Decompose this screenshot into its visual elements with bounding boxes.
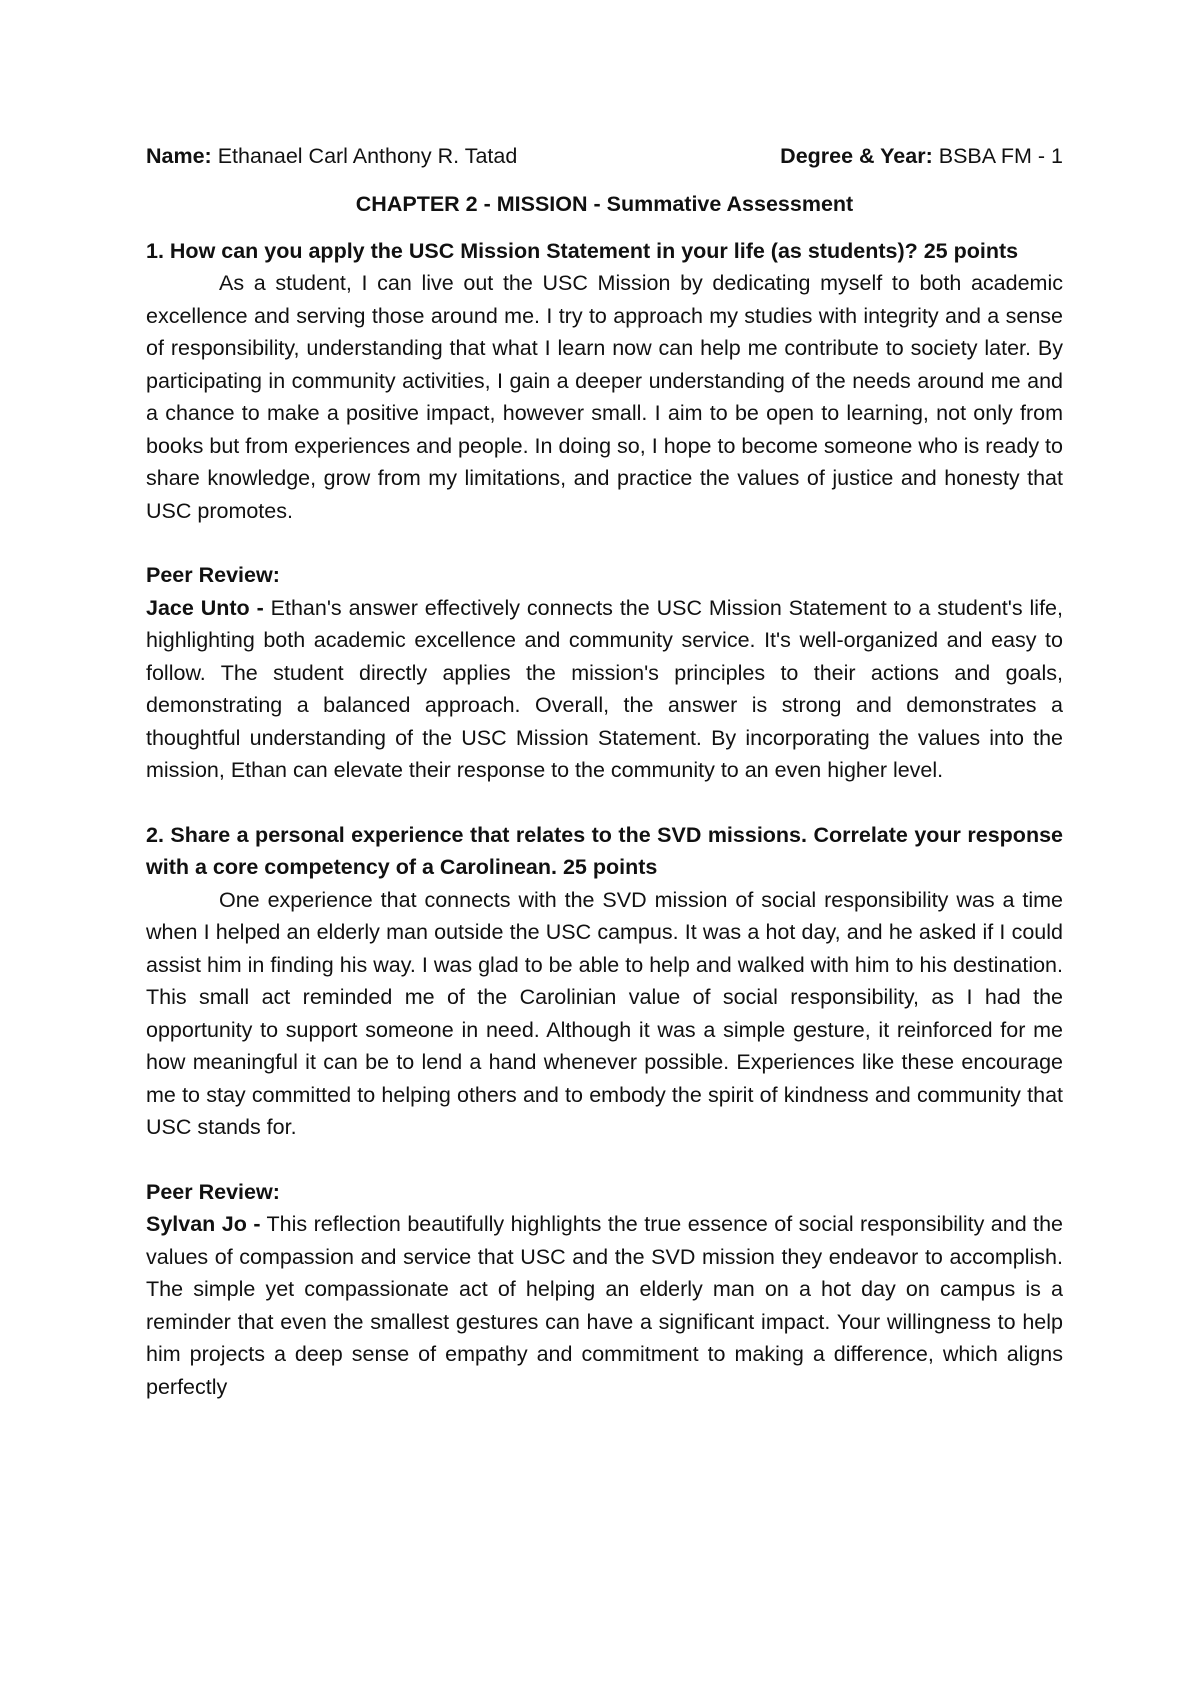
review-text-1: Ethan's answer effectively connects the USC Mission Statement to a student's life, highlighting both academic excellence and community service. It's well-organized and easy to follow. The student directly applies the mission's principles to their actions and goals, demonstrating a balanced approach. Overall, the answer is strong and demonstrates a thoughtful understanding of the USC Mission Statement. By incorporating the values into the mission, Ethan can elevate their response to the community to an even higher level. bbox=[146, 595, 1063, 782]
peer-review-heading-1: Peer Review: bbox=[146, 563, 280, 587]
peer-review-1 bbox=[146, 592, 1063, 787]
question-1: 1. How can you apply the USC Mission Statement in your life (as students)? 25 points bbox=[146, 238, 1019, 263]
question-2: 2. Share a personal experience that relates to the SVD missions. Correlate your response with a core competency of a Carolinean. 25 points bbox=[146, 822, 1063, 879]
degree-value: BSBA FM - 1 bbox=[932, 144, 1063, 168]
degree-label: Degree & Year: bbox=[780, 144, 933, 168]
header-row bbox=[146, 140, 1063, 172]
peer-review-2 bbox=[146, 1208, 1063, 1403]
answer-2: One experience that connects with the SVD mission of social responsibility was a time when I helped an elderly man outside the USC campus. It was a hot day, and he asked if I could assist him in finding his way. I was glad to be able to help and walked with him to his destination. This small act reminded me of the Carolinian value of social responsibility, as I had the opportunity to support someone in need. Although it was a simple gesture, it reinforced for me how meaningful it can be to lend a hand whenever possible. Experiences like these encourage me to stay committed to helping others and to embody the spirit of kindness and community that USC stands for. bbox=[146, 887, 1063, 1139]
name-value: Ethanael Carl Anthony R. Tatad bbox=[211, 144, 518, 168]
section-spacer bbox=[146, 787, 1063, 819]
review-text-2: This reflection beautifully highlights the true essence of social responsibility and the values of compassion and service that USC and the SVD mission they endeavor to accomplish. The simple yet compassionate act of helping an elderly man on a hot day on campus is a reminder that even the smallest gestures can have a significant impact. Your willingness to help him projects a deep sense of empathy and commitment to making a difference, which aligns perfectly bbox=[146, 1212, 1064, 1399]
degree-year-field bbox=[780, 140, 1063, 173]
answer-1: As a student, I can live out the USC Mission by dedicating myself to both academic excellence and serving those around me. I try to approach my studies with integrity and a sense of responsibility, understanding that what I learn now can help me contribute to society later. By participating in community activities, I gain a deeper understanding of the needs around me and a chance to make a positive impact, however small. I aim to be open to learning, not only from books but from experiences and people. In doing so, I hope to become someone who is ready to share knowledge, grow from my limitations, and practice the values of justice and honesty that USC promotes. bbox=[146, 271, 1063, 523]
reviewer-name-1: Jace Unto - bbox=[146, 595, 264, 620]
student-name-field bbox=[146, 140, 517, 173]
name-label: Name: bbox=[146, 144, 212, 168]
reviewer-name-2: Sylvan Jo - bbox=[146, 1212, 261, 1236]
chapter-title: CHAPTER 2 - MISSION - Summative Assessment bbox=[355, 192, 854, 216]
peer-review-heading-2: Peer Review: bbox=[146, 1179, 280, 1204]
